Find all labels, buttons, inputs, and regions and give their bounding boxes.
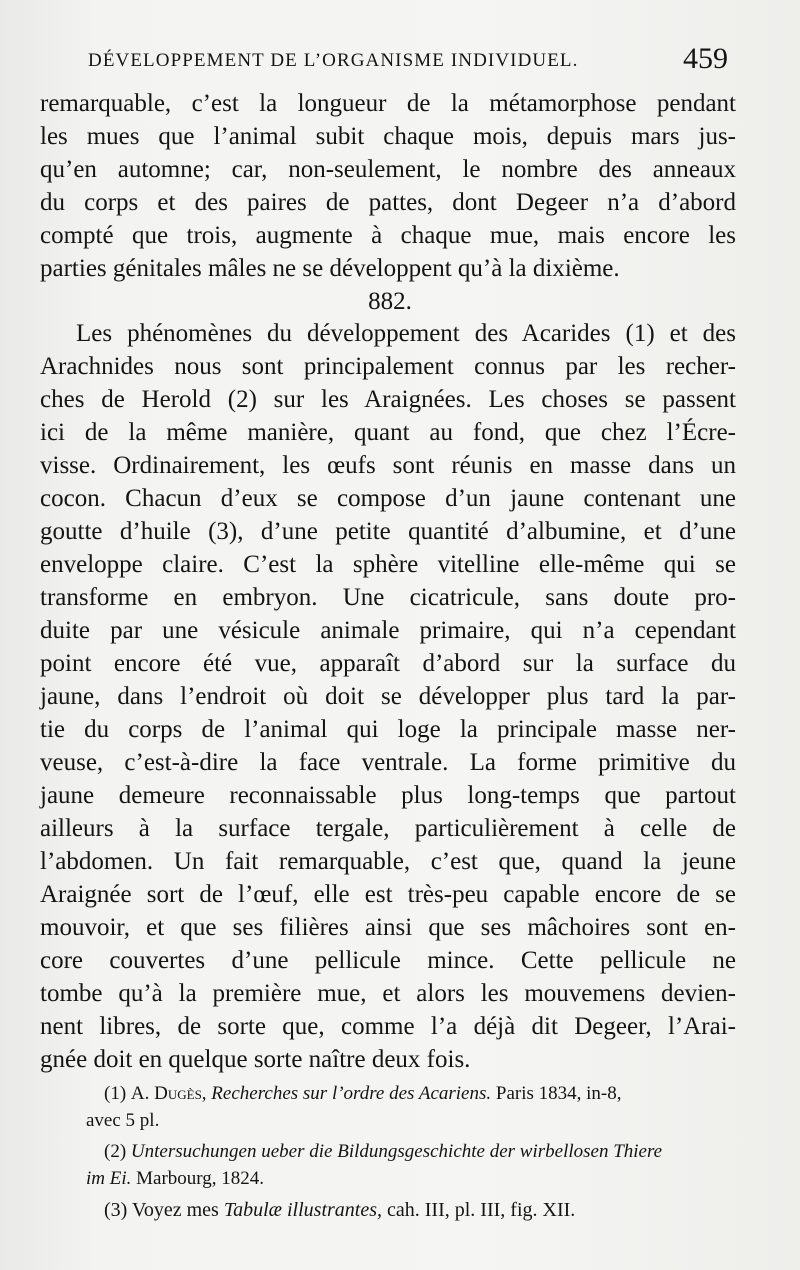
footnote-2-continued xyxy=(86,1165,264,1193)
text-line: goutte d’huile (3), d’une petite quantité d’albumine, et d’une xyxy=(40,518,736,545)
footnote-author: A. Dugès, xyxy=(130,1083,207,1104)
text-line: ailleurs à la surface tergale, particulièrement à celle de xyxy=(40,815,736,842)
footnote-2 xyxy=(104,1138,662,1166)
footnote-marker: (2) xyxy=(104,1141,127,1162)
footnotes xyxy=(86,1080,760,1230)
text-line: compté que trois, augmente à chaque mue, mais encore les xyxy=(40,222,736,249)
running-header xyxy=(88,38,728,78)
text-line: jaune demeure reconnaissable plus long-temps que partout xyxy=(40,782,736,809)
footnote-title: Untersuchungen ueber die Bildungsgeschichte der wirbellosen Thiere xyxy=(130,1141,663,1162)
text-line: veuse, c’est-à-dire la face ventrale. La forme primitive du xyxy=(40,749,736,776)
text-line: visse. Ordinairement, les œufs sont réunis en masse dans un xyxy=(40,452,736,479)
text-line: les mues que l’animal subit chaque mois, depuis mars jus- xyxy=(40,123,736,150)
text-line: nent libres, de sorte que, comme l’a déjà dit Degeer, l’Arai- xyxy=(40,1013,736,1040)
footnote-1 xyxy=(104,1080,622,1108)
footnote-3 xyxy=(104,1196,575,1224)
text-line: remarquable, c’est la longueur de la métamorphose pendant xyxy=(40,90,736,117)
footnote-details: Paris 1834, in-8, xyxy=(495,1083,622,1104)
footnote-marker: (3) xyxy=(104,1199,128,1221)
text-line: tombe qu’à la première mue, et alors les mouvemens devien- xyxy=(40,980,736,1007)
text-line: Les phénomènes du développement des Acarides (1) et des xyxy=(76,320,736,347)
paragraph-2 xyxy=(40,318,736,1073)
running-title: DÉVELOPPEMENT DE L’ORGANISME INDIVIDUEL. xyxy=(88,50,579,71)
footnote-marker: (1) xyxy=(104,1083,127,1104)
text-line: tie du corps de l’animal qui loge la principale masse ner- xyxy=(40,716,736,743)
text-line: point encore été vue, apparaît d’abord sur la surface du xyxy=(40,650,736,677)
text-line: gnée doit en quelque sorte naître deux fois. xyxy=(40,1046,471,1073)
page-number: 459 xyxy=(683,42,728,75)
text-line: mouvoir, et que ses filières ainsi que ses mâchoires sont en- xyxy=(40,914,736,941)
footnote-details: Marbourg, 1824. xyxy=(136,1168,265,1189)
text-line: Arachnides nous sont principalement connus par les recher- xyxy=(40,353,736,380)
footnote-details: cah. III, pl. III, fig. XII. xyxy=(387,1199,576,1221)
text-line: qu’en automne; car, non-seulement, le nombre des anneaux xyxy=(40,156,736,183)
section-number: 882. xyxy=(368,288,412,315)
text-line: ches de Herold (2) sur les Araignées. Les choses se passent xyxy=(40,386,736,413)
text-line: Araignée sort de l’œuf, elle est très-peu capable encore de se xyxy=(40,881,736,908)
text-line: duite par une vésicule animale primaire, qui n’a cependant xyxy=(40,617,736,644)
text-line: core couvertes d’une pellicule mince. Cette pellicule ne xyxy=(40,947,736,974)
text-line: transforme en embryon. Une cicatricule, sans doute pro- xyxy=(40,584,736,611)
text-line: jaune, dans l’endroit où doit se développer plus tard la par- xyxy=(40,683,736,710)
paragraph-1 xyxy=(40,88,736,288)
text-line: l’abdomen. Un fait remarquable, c’est que, quand la jeune xyxy=(40,848,736,875)
footnote-1-continued: avec 5 pl. xyxy=(86,1110,160,1131)
footnote-title: Recherches sur l’ordre des Acariens. xyxy=(211,1083,492,1104)
footnote-title-cont: im Ei. xyxy=(86,1168,132,1189)
text-line: du corps et des paires de pattes, dont Degeer n’a d’abord xyxy=(40,189,736,216)
text-line: cocon. Chacun d’eux se compose d’un jaune contenant une xyxy=(40,485,736,512)
text-line: ici de la même manière, quant au fond, que chez l’Écre- xyxy=(40,419,736,446)
footnote-pre: Voyez mes xyxy=(131,1199,219,1221)
text-line: parties génitales mâles ne se développent qu’à la dixième. xyxy=(40,255,620,282)
text-line: enveloppe claire. C’est la sphère vitelline elle-même qui se xyxy=(40,551,736,578)
footnote-title: Tabulæ illustrantes, xyxy=(223,1199,383,1221)
